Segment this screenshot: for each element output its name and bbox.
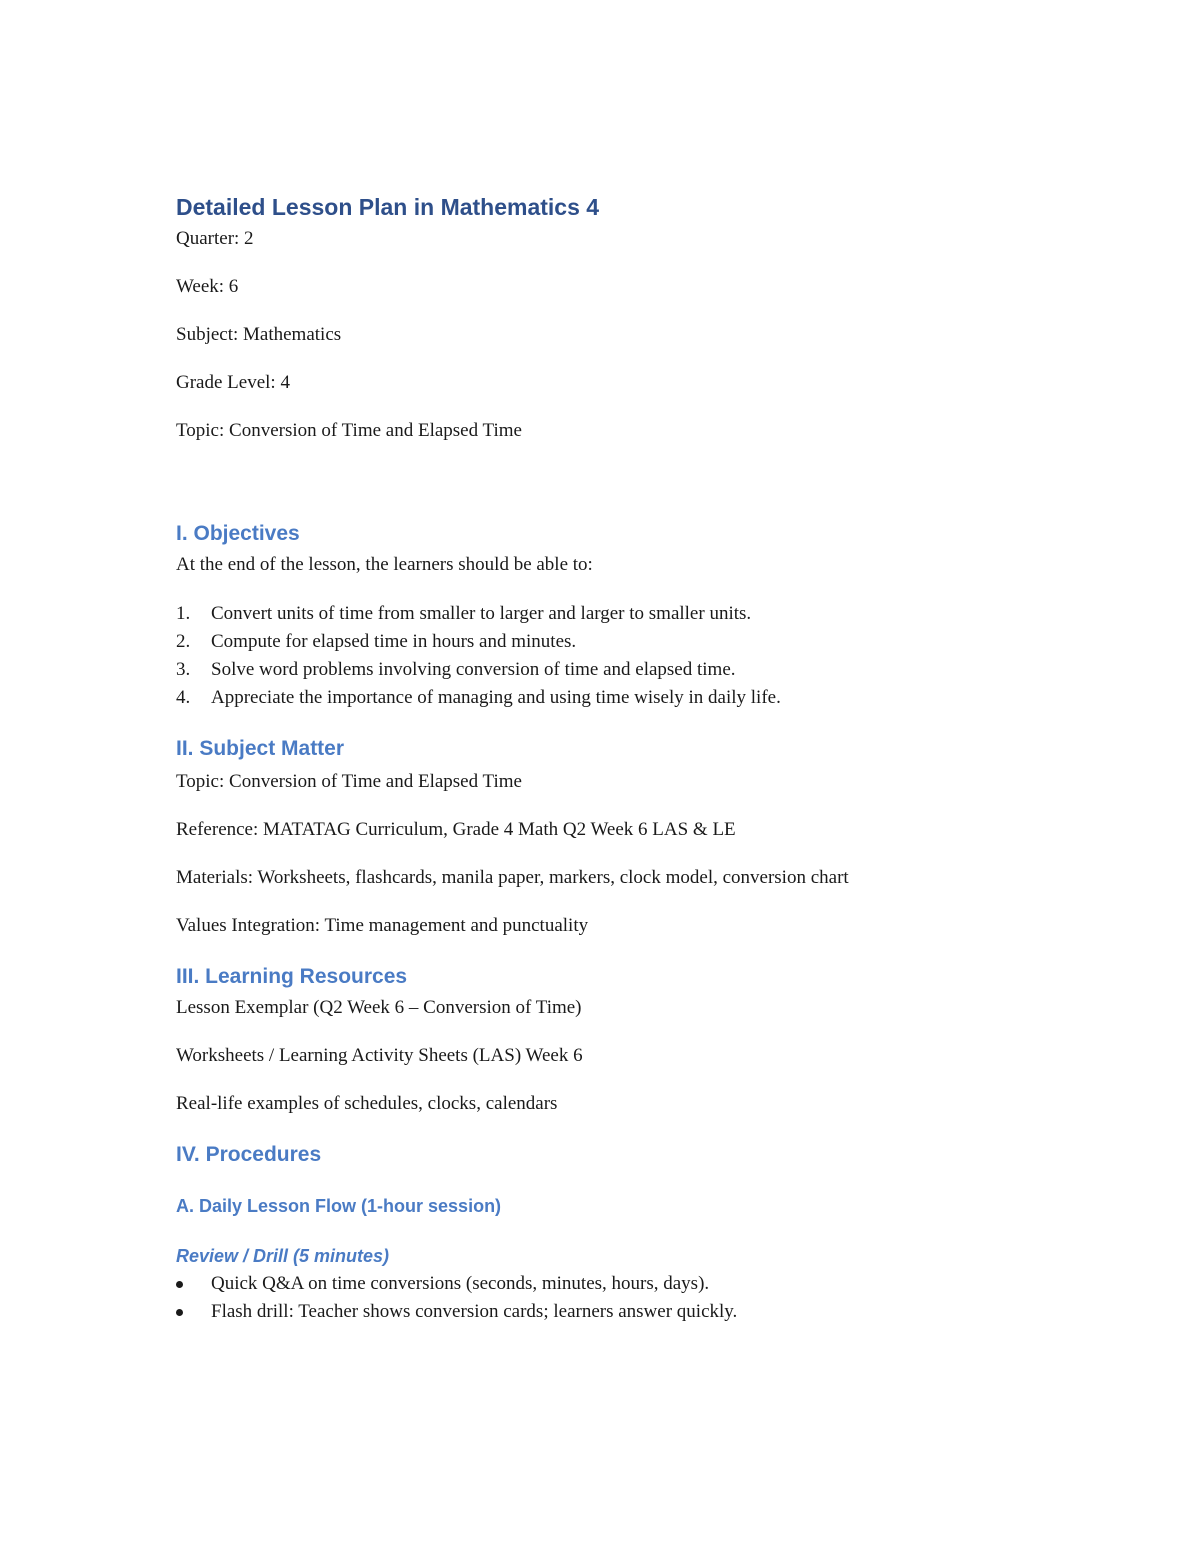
- objectives-list: [176, 600, 1056, 712]
- meta-grade-level: Grade Level: 4: [176, 372, 290, 393]
- list-item: [176, 684, 1056, 712]
- bullet-icon: [176, 1281, 183, 1288]
- list-item-text: Convert units of time from smaller to larger and larger to smaller units.: [211, 603, 752, 624]
- review-drill-list: [176, 1270, 1056, 1326]
- resource-line: Real-life examples of schedules, clocks, calendars: [176, 1093, 558, 1114]
- objectives-heading: I. Objectives: [176, 522, 300, 545]
- list-item-text: Appreciate the importance of managing and using time wisely in daily life.: [211, 687, 781, 708]
- list-number: 3.: [176, 659, 191, 680]
- meta-week: Week: 6: [176, 276, 239, 297]
- list-item-text: Compute for elapsed time in hours and minutes.: [211, 631, 577, 652]
- meta-topic: Topic: Conversion of Time and Elapsed Time: [176, 420, 522, 441]
- list-item-text: Solve word problems involving conversion of time and elapsed time.: [211, 659, 736, 680]
- list-item: [176, 1298, 1056, 1326]
- document-title: Detailed Lesson Plan in Mathematics 4: [176, 194, 600, 220]
- resource-line: Worksheets / Learning Activity Sheets (LAS) Week 6: [176, 1045, 583, 1066]
- list-item: [176, 1270, 1056, 1298]
- list-number: 4.: [176, 687, 191, 708]
- subject-matter-topic: Topic: Conversion of Time and Elapsed Time: [176, 771, 522, 792]
- subject-matter-values: Values Integration: Time management and punctuality: [176, 915, 589, 936]
- list-item-text: Quick Q&A on time conversions (seconds, minutes, hours, days).: [211, 1273, 710, 1294]
- subject-matter-materials: Materials: Worksheets, flashcards, manila paper, markers, clock model, conversion chart: [176, 867, 849, 888]
- list-item: [176, 628, 1056, 656]
- daily-lesson-flow-heading: A. Daily Lesson Flow (1-hour session): [176, 1196, 502, 1216]
- list-item-text: Flash drill: Teacher shows conversion cards; learners answer quickly.: [211, 1301, 738, 1322]
- list-number: 1.: [176, 603, 191, 624]
- list-item: [176, 600, 1056, 628]
- document-page: [176, 190, 1056, 1326]
- bullet-icon: [176, 1309, 183, 1316]
- objectives-intro: At the end of the lesson, the learners should be able to:: [176, 554, 593, 575]
- meta-quarter: Quarter: 2: [176, 228, 254, 249]
- list-item: [176, 656, 1056, 684]
- subject-matter-heading: II. Subject Matter: [176, 737, 345, 760]
- list-number: 2.: [176, 631, 191, 652]
- resource-line: Lesson Exemplar (Q2 Week 6 – Conversion of Time): [176, 997, 582, 1018]
- meta-subject: Subject: Mathematics: [176, 324, 342, 345]
- review-drill-heading: Review / Drill (5 minutes): [176, 1246, 390, 1266]
- learning-resources-heading: III. Learning Resources: [176, 965, 408, 988]
- procedures-heading: IV. Procedures: [176, 1143, 322, 1166]
- subject-matter-reference: Reference: MATATAG Curriculum, Grade 4 Math Q2 Week 6 LAS & LE: [176, 819, 736, 840]
